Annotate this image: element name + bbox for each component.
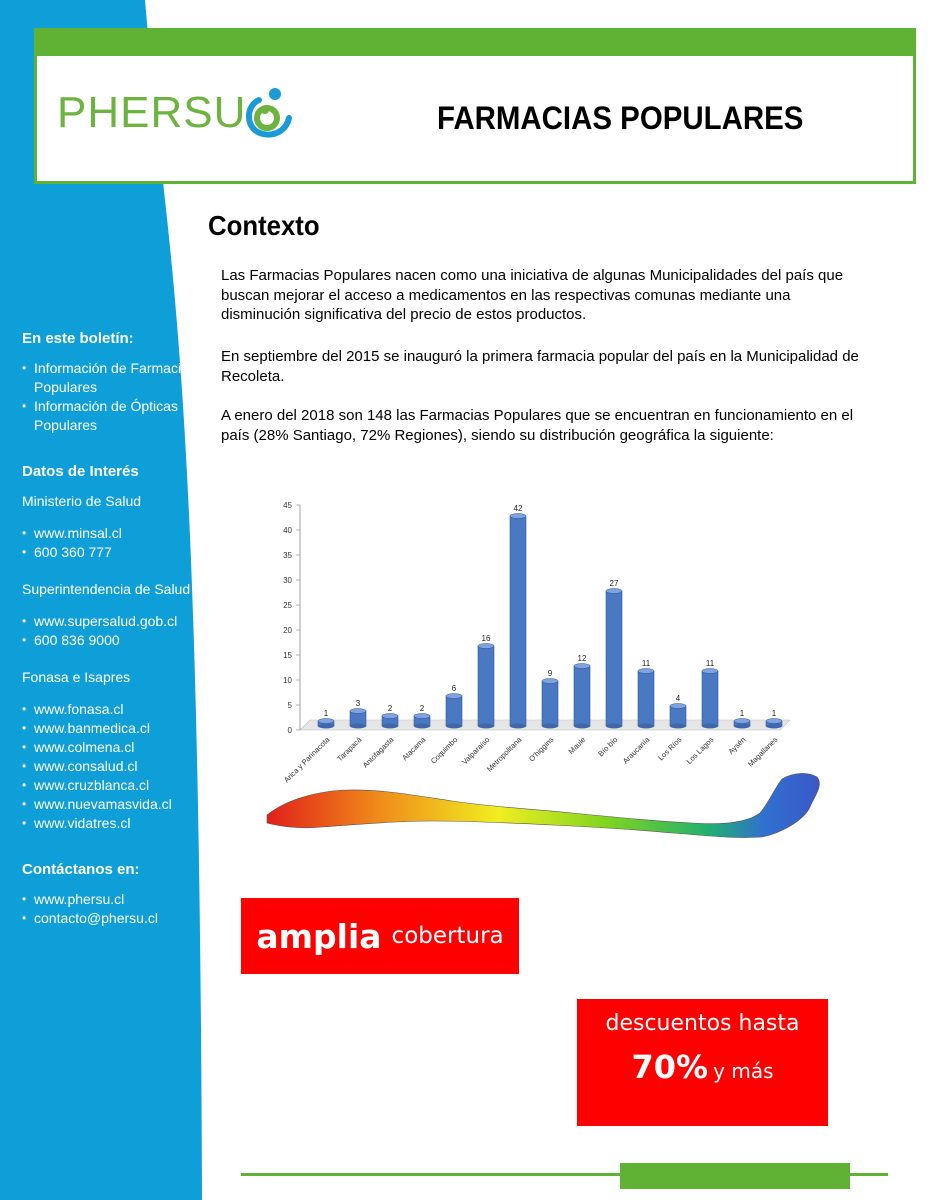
banmedica-link[interactable]: • www.banmedica.cl	[22, 719, 202, 738]
bulletin-item[interactable]: • Información de Ópticas Populares	[22, 397, 202, 435]
x-tick-label: Metropolitana	[484, 735, 524, 774]
section-title: Contexto	[208, 210, 320, 241]
superintendencia-name: Superintendencia de Salud	[22, 581, 191, 597]
y-tick-label: 0	[287, 726, 292, 735]
y-tick-label: 30	[283, 576, 292, 585]
x-tick-label: Tarapacá	[335, 735, 364, 764]
cruzblanca-link[interactable]: • www.cruzblanca.cl	[22, 776, 202, 795]
x-tick-label: Aysén	[726, 735, 748, 757]
y-tick-label: 40	[283, 526, 292, 535]
chart-bars	[318, 514, 782, 729]
y-tick-label: 45	[283, 501, 292, 510]
data-label: 27	[609, 579, 619, 588]
consalud-link[interactable]: • www.consalud.cl	[22, 757, 202, 776]
page-title: FARMACIAS POPULARES	[437, 100, 804, 136]
chart-bar	[318, 719, 334, 729]
data-label: 1	[771, 709, 777, 718]
discount-suffix: y más	[713, 1059, 774, 1083]
y-tick-label: 15	[283, 651, 292, 660]
sidebar-section-title: En este boletín:	[22, 330, 134, 347]
coverage-callout	[241, 898, 519, 974]
bar-chart	[262, 495, 822, 795]
discount-line1: descuentos hasta	[605, 1011, 800, 1036]
y-tick-label: 35	[283, 551, 292, 560]
vidatres-link[interactable]: • www.vidatres.cl	[22, 814, 202, 833]
x-tick-label: Los Lagos	[684, 735, 716, 766]
x-tick-label: Arica y Parinacota	[282, 735, 332, 785]
data-label: 11	[705, 659, 715, 668]
chart-bar	[350, 709, 366, 729]
phersu-link[interactable]: • www.phersu.cl	[22, 890, 202, 909]
chart-labels	[282, 504, 780, 784]
chile-map-graphic	[262, 765, 832, 855]
chart-bar	[414, 714, 430, 729]
data-label: 2	[387, 704, 393, 713]
data-label: 42	[513, 504, 523, 513]
chart-bar	[478, 644, 494, 729]
minsal-list	[22, 524, 202, 562]
data-label: 12	[577, 654, 587, 663]
phersu-logo-icon	[241, 86, 297, 140]
logo-text: PHERSU	[57, 88, 247, 137]
bulletin-item[interactable]: • Información de Farmacias Populares	[22, 359, 202, 397]
data-label: 1	[739, 709, 745, 718]
data-label: 6	[451, 684, 457, 693]
superintendencia-list	[22, 612, 202, 650]
y-tick-label: 25	[283, 601, 292, 610]
chart-bar	[606, 589, 622, 729]
chart-bar	[574, 664, 590, 729]
data-label: 16	[481, 634, 491, 643]
x-tick-label: Maule	[566, 735, 588, 756]
supersalud-link[interactable]: • www.supersalud.gob.cl	[22, 612, 202, 631]
header-box	[34, 56, 916, 184]
fonasa-name: Fonasa e Isapres	[22, 669, 131, 685]
y-tick-label: 20	[283, 626, 292, 635]
contact-title: Contáctanos en:	[22, 861, 140, 878]
discount-callout	[577, 999, 828, 1126]
y-tick-label: 5	[287, 701, 292, 710]
minsal-name: Ministerio de Salud	[22, 493, 142, 509]
paragraph-distribution: A enero del 2018 son 148 las Farmacias Populares que se encuentran en funcionamiento en el país (28% Santiago, 72% Regiones), siendo su distribución geográfica la siguiente:	[221, 407, 854, 444]
paragraph-history: En septiembre del 2015 se inauguró la primera farmacia popular del país en la Municipalidad de Recoleta.	[221, 348, 859, 385]
chart-bar	[638, 669, 654, 729]
sidebar	[22, 330, 202, 946]
discount-percent: 70%	[631, 1048, 709, 1086]
data-label: 2	[419, 704, 425, 713]
fonasa-link[interactable]: • www.fonasa.cl	[22, 700, 202, 719]
data-label: 1	[323, 709, 329, 718]
chart-bar	[766, 719, 782, 729]
data-label: 3	[355, 699, 361, 708]
discount-line2	[577, 1048, 828, 1086]
header-top-bar	[34, 28, 916, 56]
footer-block	[620, 1163, 850, 1189]
x-tick-label: Valparaíso	[460, 735, 492, 767]
bulletin-list	[22, 359, 202, 435]
chart-bar	[734, 719, 750, 729]
x-tick-label: O'higgins	[527, 735, 556, 764]
supersalud-phone: • 600 836 9000	[22, 631, 202, 650]
data-label: 4	[675, 694, 681, 703]
x-tick-label: Coquimbo	[428, 735, 460, 766]
chart-bar	[382, 714, 398, 729]
chart-bar	[510, 514, 526, 729]
x-tick-label: Bío bío	[596, 735, 620, 759]
colmena-link[interactable]: • www.colmena.cl	[22, 738, 202, 757]
chart-bar	[446, 694, 462, 729]
x-tick-label: Antofagasta	[360, 735, 396, 770]
x-tick-label: Atacama	[400, 735, 428, 763]
data-label: 9	[547, 669, 553, 678]
data-label: 11	[641, 659, 651, 668]
callout-small-text: cobertura	[391, 923, 504, 949]
chart-bar	[702, 669, 718, 729]
contact-email-link[interactable]: • contacto@phersu.cl	[22, 909, 202, 928]
chart-bar	[670, 704, 686, 729]
callout-big-text: amplia	[256, 916, 382, 956]
chart-bar	[542, 679, 558, 729]
x-tick-label: Magallanes	[745, 735, 780, 769]
x-tick-label: Araucanía	[620, 735, 652, 766]
datos-title: Datos de Interés	[22, 463, 139, 480]
fonasa-list	[22, 700, 202, 833]
x-tick-label: Los Ríos	[656, 735, 684, 763]
paragraph-intro: Las Farmacias Populares nacen como una iniciativa de algunas Municipalidades del país que buscan mejorar el acceso a medicamentos en las respectivas comunas mediante una disminución significativa del precio de estos productos.	[221, 267, 844, 323]
contact-list	[22, 890, 202, 928]
nuevamasvida-link[interactable]: • www.nuevamasvida.cl	[22, 795, 202, 814]
y-tick-label: 10	[283, 676, 292, 685]
minsal-link[interactable]: • www.minsal.cl	[22, 524, 202, 543]
minsal-phone: • 600 360 777	[22, 543, 202, 562]
